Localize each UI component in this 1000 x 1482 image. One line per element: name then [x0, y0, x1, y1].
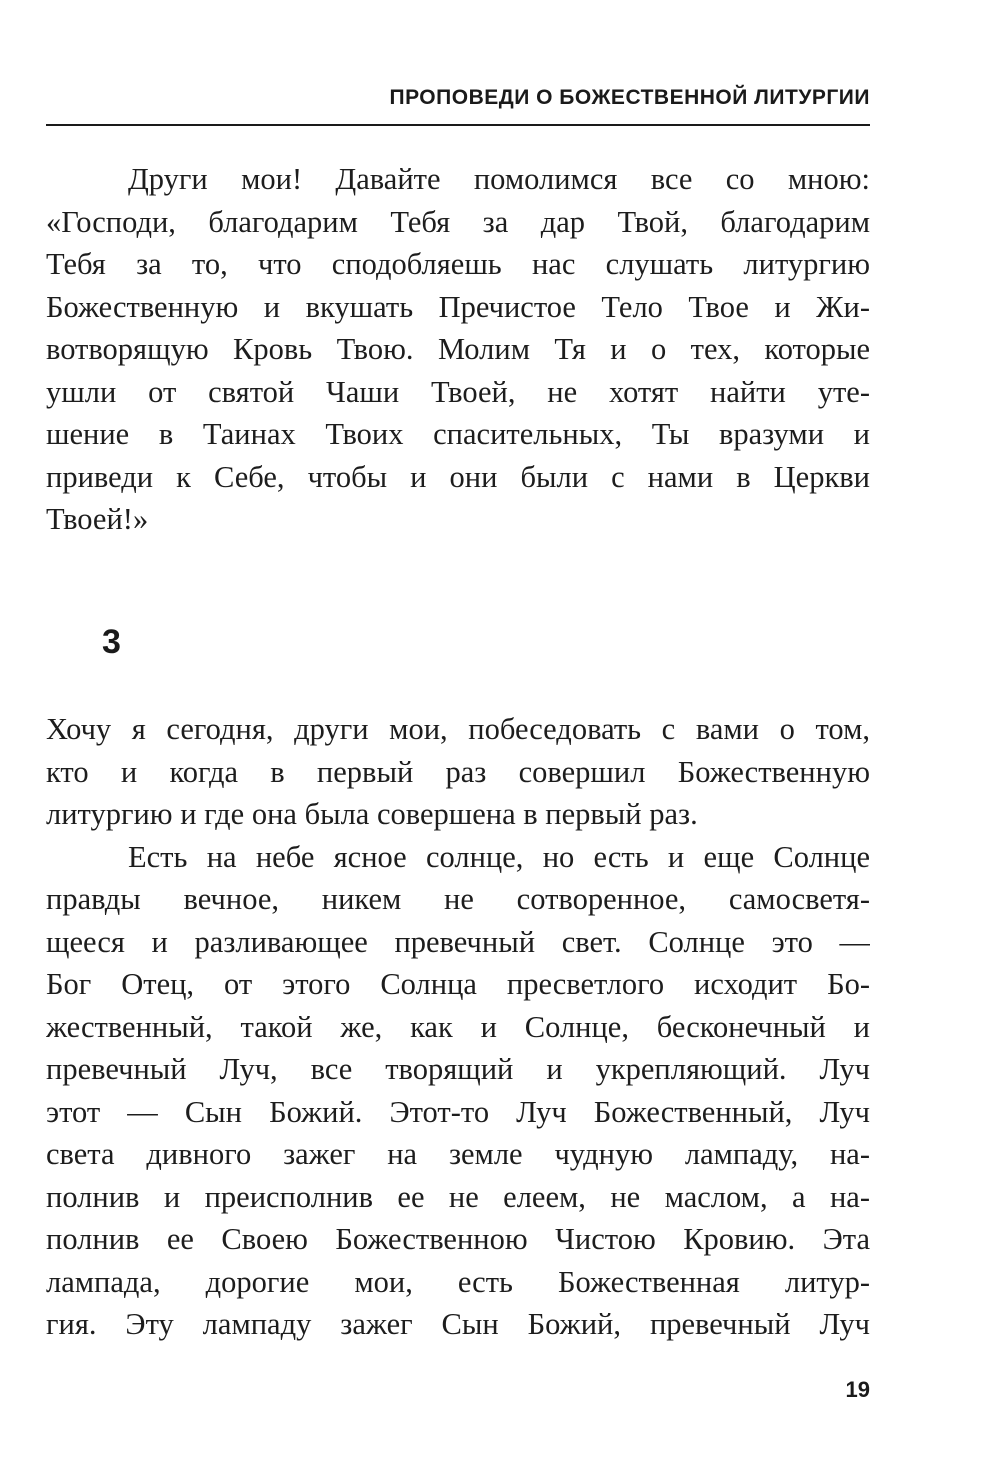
section-number: 3 [102, 623, 121, 661]
text-line: Есть на небе ясное солнце, но есть и еще Солнце [128, 839, 870, 874]
text-line: литургию и где она была совершена в первый раз. [46, 797, 698, 831]
text-line: Бог Отец, от этого Солнца пресветлого исходит Бо- [46, 967, 870, 1001]
section-text [46, 708, 870, 1346]
text-line: полнив и преисполнив ее не елеем, не маслом, а на- [46, 1179, 870, 1214]
text-line: приведи к Себе, чтобы и они были с нами в Церкви [46, 459, 870, 494]
text-line: света дивного зажег на земле чудную лампаду, на- [46, 1137, 870, 1171]
text-line: жественный, такой же, как и Солнце, бесконечный и [46, 1009, 870, 1044]
running-head-title: ПРОПОВЕДИ О БОЖЕСТВЕННОЙ ЛИТУРГИИ [389, 86, 870, 109]
text-line: щееся и разливающее превечный свет. Солнце это — [46, 924, 870, 959]
header-rule [46, 124, 870, 126]
text-line: шение в Таинах Твоих спасительных, Ты вразуми и [46, 417, 870, 451]
prayer-paragraph [46, 158, 870, 541]
text-line: гия. Эту лампаду зажег Сын Божий, превечный Луч [46, 1307, 870, 1341]
page-number: 19 [845, 1377, 870, 1402]
text-line: «Господи, благодарим Тебя за дар Твой, благодарим [46, 204, 870, 239]
text-line: кто и когда в первый раз совершил Божественную [46, 754, 870, 789]
text-line: Божественную и вкушать Пречистое Тело Твое и Жи- [46, 289, 870, 324]
text-line: Хочу я сегодня, други мои, побеседовать с вами о том, [46, 712, 870, 746]
text-line: Твоей!» [46, 502, 149, 536]
text-line: превечный Луч, все творящий и укрепляющий. Луч [46, 1052, 870, 1086]
text-line: вотворящую Кровь Твою. Молим Тя и о тех, которые [46, 332, 870, 366]
text-line: Тебя за то, что сподобляешь нас слушать литургию [46, 247, 870, 281]
text-line: лампада, дорогие мои, есть Божественная литур- [46, 1264, 870, 1299]
text-line: этот — Сын Божий. Этот-то Луч Божественный, Луч [46, 1094, 870, 1129]
text-line: ушли от святой Чаши Твоей, не хотят найти уте- [46, 374, 870, 409]
text-line: полнив ее Своею Божественною Чистою Кровию. Эта [46, 1222, 870, 1256]
text-line: правды вечное, никем не сотворенное, самосветя- [46, 882, 870, 916]
text-line: Други мои! Давайте помолимся все со мною: [128, 162, 870, 196]
